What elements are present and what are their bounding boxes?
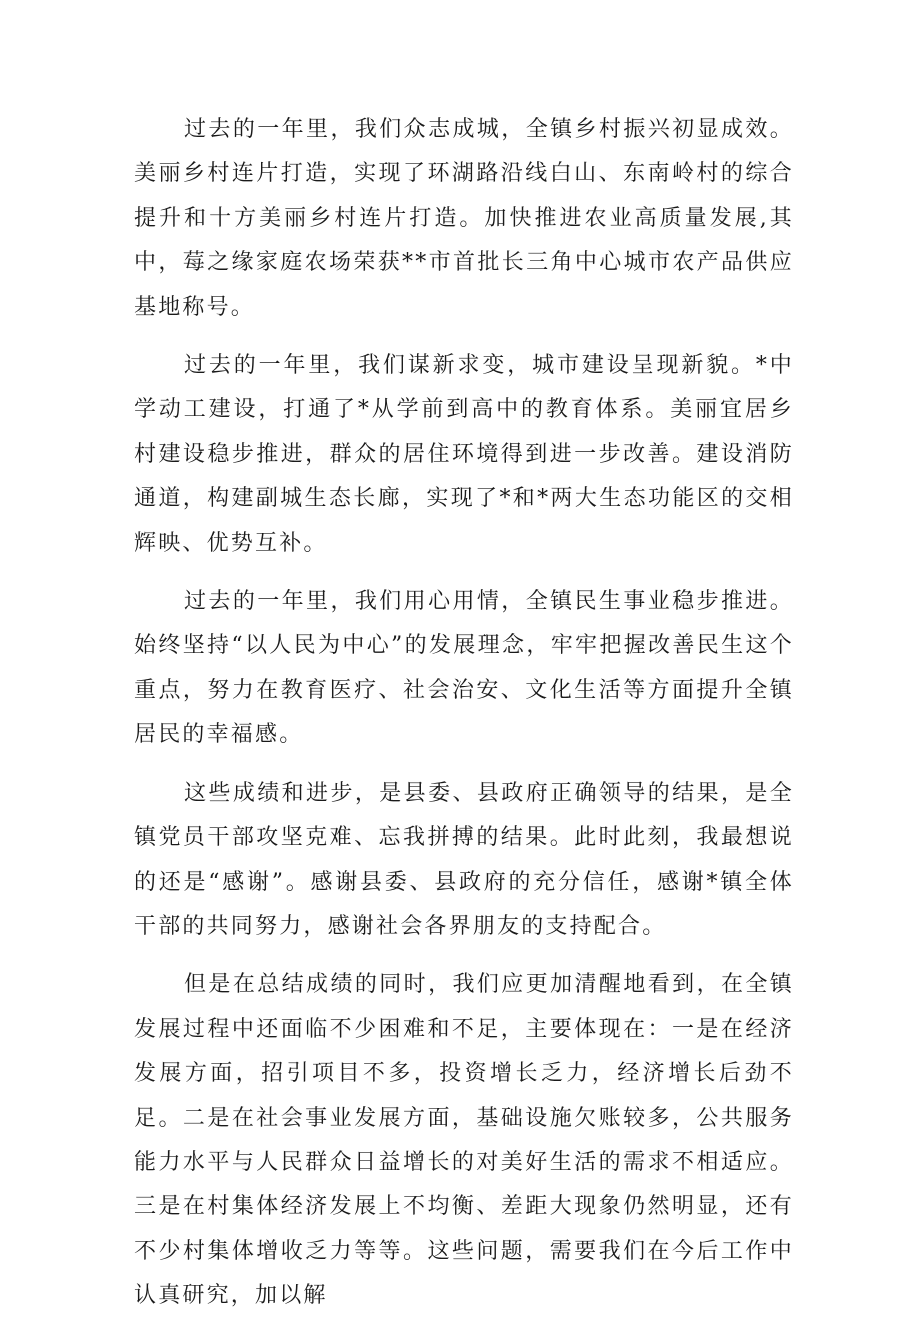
paragraph-urban-construction: 过去的一年里，我们谋新求变，城市建设呈现新貌。*中学动工建设，打通了*从学前到高中的教育体系。美丽宜居乡村建设稳步推进，群众的居住环境得到进一步改善。建设消防通道，构建副城生态长廊，实现了*和*两大生态功能区的交相辉映、优势互补。 [134,353,794,556]
paragraph-village-revitalization: 过去的一年里，我们众志成城，全镇乡村振兴初显成效。美丽乡村连片打造，实现了环湖路沿线白山、东南岭村的综合提升和十方美丽乡村连片打造。加快推进农业高质量发展,其中，莓之缘家庭农场荣获**市首批长三角中心城市农产品供应基地称号。 [134,117,794,320]
paragraph-shortcomings: 但是在总结成绩的同时，我们应更加清醒地看到，在全镇发展过程中还面临不少困难和不足，主要体现在：一是在经济发展方面，招引项目不多，投资增长乏力，经济增长后劲不足。二是在社会事业发展方面，基础设施欠账较多，公共服务能力水平与人民群众日益增长的对美好生活的需求不相适应。三是在村集体经济发展上不均衡、差距大现象仍然明显，还有不少村集体增收乏力等等。这些问题，需要我们在今后工作中认真研究，加以解 [134,972,794,1309]
paragraph-acknowledgements: 这些成绩和进步，是县委、县政府正确领导的结果，是全镇党员干部攻坚克难、忘我拼搏的结果。此时此刻，我最想说的还是“感谢”。感谢县委、县政府的充分信任，感谢*镇全体干部的共同努力，感谢社会各界朋友的支持配合。 [134,780,794,939]
document-body [134,108,794,1333]
paragraph-livelihood: 过去的一年里，我们用心用情，全镇民生事业稳步推进。始终坚持“以人民为中心”的发展理念，牢牢把握改善民生这个重点，努力在教育医疗、社会治安、文化生活等方面提升全镇居民的幸福感。 [134,589,794,748]
